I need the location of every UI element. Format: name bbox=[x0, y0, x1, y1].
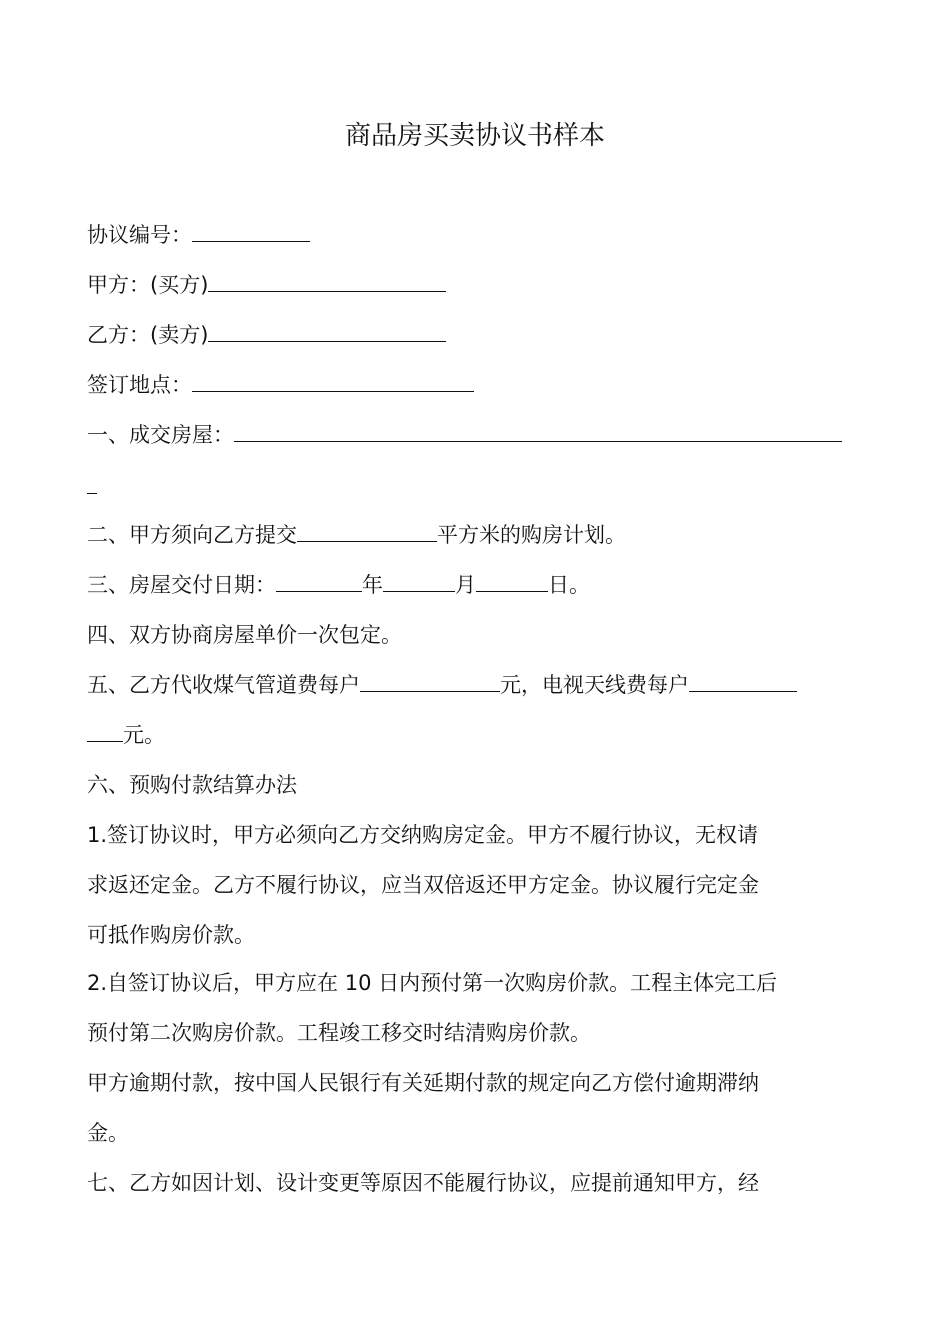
party-b-label: 乙方：(卖方) bbox=[87, 323, 209, 347]
p3-line2: 金。 bbox=[87, 1121, 129, 1145]
item5-tv-blank-cont bbox=[87, 719, 123, 742]
party-a-line bbox=[87, 268, 877, 302]
p3-line1: 甲方逾期付款，按中国人民银行有关延期付款的规定向乙方偿付逾期滞纳 bbox=[87, 1071, 759, 1095]
p1-line1: 1.签订协议时，甲方必须向乙方交纳购房定金。甲方不履行协议，无权请 bbox=[87, 823, 759, 847]
document-title: 商品房买卖协议书样本 bbox=[344, 121, 605, 151]
sign-place-line bbox=[87, 368, 877, 402]
item3-prefix: 三、房屋交付日期： bbox=[87, 573, 276, 597]
item3-day-blank bbox=[476, 569, 548, 592]
item5-end: 元。 bbox=[123, 723, 165, 747]
item5-prefix: 五、乙方代收煤气管道费每户 bbox=[87, 673, 360, 697]
item2-blank bbox=[297, 519, 437, 542]
item1-label: 一、成交房屋： bbox=[87, 423, 234, 447]
item3-year: 年 bbox=[362, 573, 383, 597]
item5-tv-blank bbox=[689, 669, 797, 692]
item2-line bbox=[87, 518, 877, 552]
agreement-number-line bbox=[87, 218, 877, 252]
p2-line2: 预付第二次购房价款。工程竣工移交时结清购房价款。 bbox=[87, 1021, 591, 1045]
item1-blank-cont bbox=[87, 471, 97, 494]
p1-line3: 可抵作购房价款。 bbox=[87, 923, 255, 947]
sign-place-blank bbox=[192, 369, 474, 392]
item1-line-cont bbox=[87, 470, 877, 504]
item1-blank bbox=[234, 419, 842, 442]
item1-line bbox=[87, 418, 877, 452]
item3-month: 月 bbox=[455, 573, 476, 597]
item2-prefix: 二、甲方须向乙方提交 bbox=[87, 523, 297, 547]
item4-line: 四、双方协商房屋单价一次包定。 bbox=[87, 623, 402, 647]
agreement-number-blank bbox=[192, 219, 310, 242]
item3-month-blank bbox=[383, 569, 455, 592]
party-b-line bbox=[87, 318, 877, 352]
sign-place-label: 签订地点： bbox=[87, 373, 192, 397]
p1-line2: 求返还定金。乙方不履行协议，应当双倍返还甲方定金。协议履行完定金 bbox=[87, 873, 759, 897]
agreement-number-label: 协议编号： bbox=[87, 223, 192, 247]
item3-day: 日。 bbox=[548, 573, 590, 597]
item6-heading: 六、预购付款结算办法 bbox=[87, 773, 297, 797]
item2-suffix: 平方米的购房计划。 bbox=[437, 523, 626, 547]
item7-line1: 七、乙方如因计划、设计变更等原因不能履行协议，应提前通知甲方，经 bbox=[87, 1171, 759, 1195]
item3-line bbox=[87, 568, 877, 602]
item5-gas-blank bbox=[360, 669, 500, 692]
item3-year-blank bbox=[276, 569, 362, 592]
item5-line-cont bbox=[87, 718, 877, 752]
p2-line1: 2.自签订协议后，甲方应在 10 日内预付第一次购房价款。工程主体完工后 bbox=[87, 971, 778, 995]
party-b-blank bbox=[208, 319, 446, 342]
item5-line bbox=[87, 668, 877, 702]
party-a-label: 甲方：(买方) bbox=[87, 273, 209, 297]
item5-mid: 元，电视天线费每户 bbox=[500, 673, 689, 697]
party-a-blank bbox=[208, 269, 446, 292]
